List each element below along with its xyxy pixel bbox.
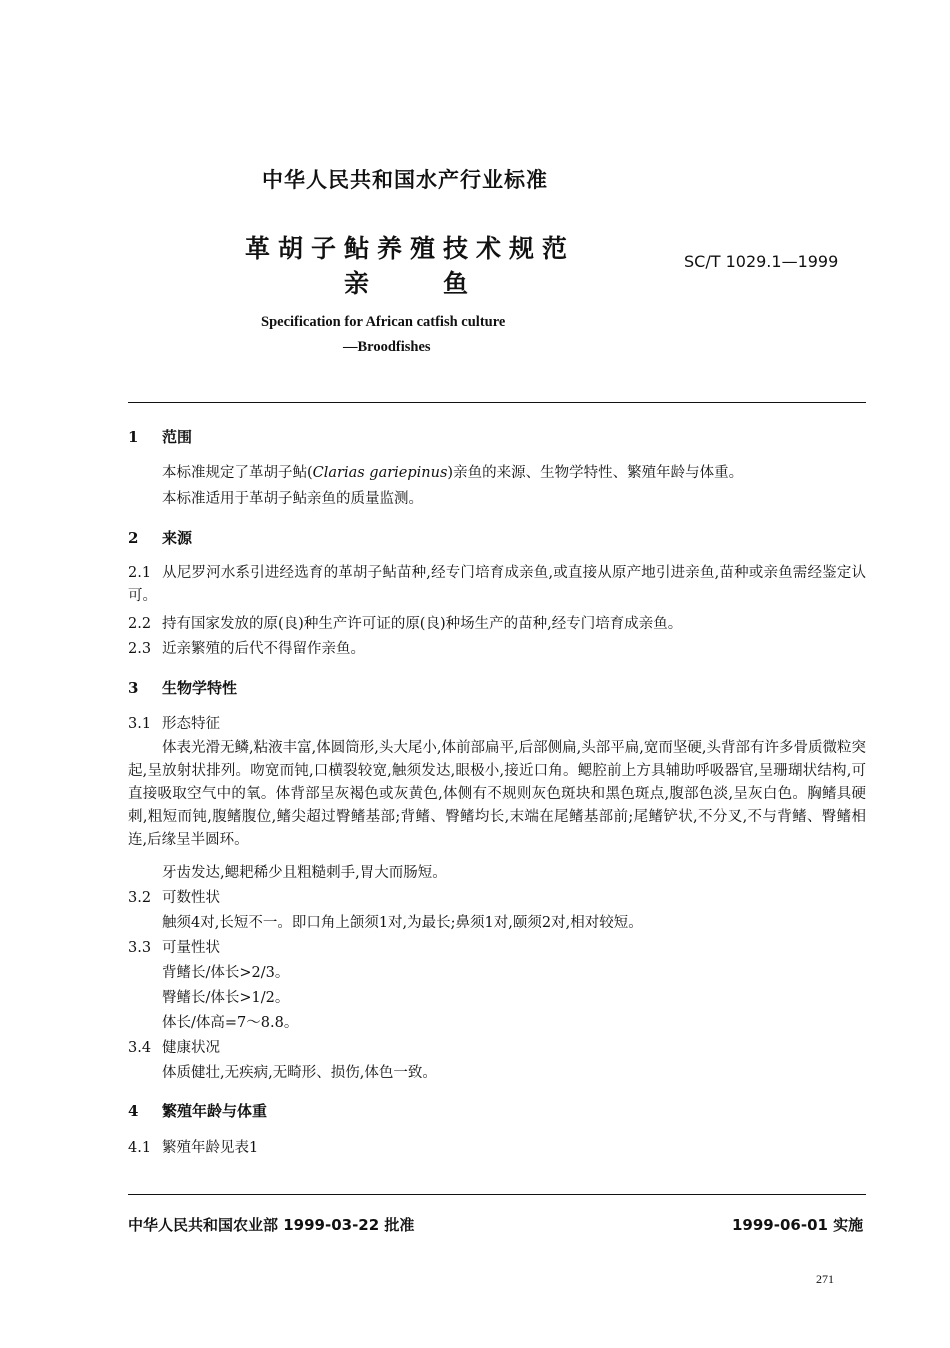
section-1-heading	[128, 426, 192, 447]
ratio-dorsal: 背鳍长/体长>2/3。	[162, 965, 290, 981]
clause-number: 4.1	[128, 1140, 152, 1156]
section-4-heading	[128, 1100, 267, 1121]
issuing-org: 中华人民共和国水产行业标准	[262, 168, 548, 192]
morphology-paragraph	[128, 737, 866, 852]
section-number: 4	[128, 1102, 139, 1120]
clause-title: 可量性状	[162, 940, 220, 956]
clause-3-2-heading	[128, 886, 220, 907]
clause-title: 健康状况	[162, 1040, 220, 1056]
section-title: 范围	[162, 428, 193, 446]
clause-number: 3.4	[128, 1040, 152, 1056]
doc-title: 革胡子鲇养殖技术规范	[245, 234, 576, 263]
clause-3-3-heading	[128, 936, 220, 957]
section-title: 来源	[162, 529, 193, 547]
health-text: 体质健壮,无疾病,无畸形、损伤,体色一致。	[162, 1065, 437, 1081]
ratio-anal: 臀鳍长/体长>1/2。	[162, 990, 290, 1006]
clause-4-1	[128, 1136, 258, 1157]
section-number: 1	[128, 428, 139, 446]
clause-number: 3.3	[128, 940, 152, 956]
species-latin-name: Clarias gariepinus	[312, 465, 448, 481]
clause-text: 持有国家发放的原(良)种生产许可证的原(良)种场生产的苗种,经专门培育成亲鱼。	[162, 616, 683, 632]
clause-2-3	[128, 637, 365, 658]
section-number: 3	[128, 679, 139, 697]
doc-subtitle: 亲 鱼	[344, 269, 477, 298]
teeth-paragraph: 牙齿发达,鳃耙稀少且粗糙刺手,胃大而肠短。	[162, 865, 447, 881]
clause-text: 从尼罗河水系引进经选育的革胡子鲇苗种,经专门培育成亲鱼,或直接从原产地引进亲鱼,苗种或亲鱼需经鉴定认可。	[128, 565, 866, 604]
clause-number: 3.2	[128, 890, 152, 906]
ratio-body: 体长/体高=7～8.8。	[162, 1015, 299, 1031]
clause-number: 3.1	[128, 716, 152, 732]
text-run: )亲鱼的来源、生物学特性、繁殖年龄与体重。	[447, 465, 744, 481]
clause-2-2	[128, 612, 682, 633]
clause-3-4-heading	[128, 1036, 220, 1057]
top-rule	[128, 402, 866, 403]
clause-number: 2.1	[128, 565, 152, 581]
scope-paragraph-1	[162, 461, 743, 482]
section-3-heading	[128, 677, 237, 698]
effective-date: 1999-06-01 实施	[732, 1216, 864, 1234]
standard-code: SC/T 1029.1—1999	[684, 252, 839, 271]
bottom-rule	[128, 1194, 866, 1195]
clause-number: 2.3	[128, 641, 152, 657]
english-subtitle: —Broodfishes	[343, 339, 431, 355]
page-number: 271	[816, 1272, 834, 1286]
approval-line: 中华人民共和国农业部 1999-03-22 批准	[128, 1216, 415, 1234]
section-2-heading	[128, 527, 192, 548]
clause-title: 形态特征	[162, 716, 220, 732]
scope-paragraph-2: 本标准适用于革胡子鲇亲鱼的质量监测。	[162, 491, 423, 507]
section-number: 2	[128, 529, 139, 547]
clause-2-1	[128, 562, 866, 608]
english-title: Specification for African catfish culture	[261, 314, 506, 330]
clause-3-1-heading	[128, 712, 220, 733]
section-title: 生物学特性	[162, 679, 238, 697]
text-run: 本标准规定了革胡子鲇(	[162, 465, 313, 481]
clause-text: 近亲繁殖的后代不得留作亲鱼。	[162, 641, 365, 657]
paragraph-text: 体表光滑无鳞,粘液丰富,体圆筒形,头大尾小,体前部扁平,后部侧扁,头部平扁,宽而坚硬,头背部有许多骨质微粒突起,呈放射状排列。吻宽而钝,口横裂较宽,触须发达,眼极小,接近口角。鳃腔前上方具辅助呼吸器官,呈珊瑚状结构,可直接吸取空气中的氧。体背部呈灰褐色或灰黄色,体侧有不规则灰色斑块和黑色斑点,腹部色淡,呈灰白色。胸鳍具硬刺,粗短而钝,腹鳍腹位,鳍尖超过臀鳍基部;背鳍、臀鳍均长,末端在尾鳍基部前;尾鳍铲状,不分叉,不与背鳍、臀鳍相连,后缘呈半圆环。	[128, 740, 866, 848]
countable-traits-text: 触须4对,长短不一。即口角上颌须1对,为最长;鼻须1对,颐须2对,相对较短。	[162, 915, 643, 931]
clause-title: 可数性状	[162, 890, 220, 906]
clause-number: 2.2	[128, 616, 152, 632]
section-title: 繁殖年龄与体重	[162, 1102, 268, 1120]
clause-text: 繁殖年龄见表1	[162, 1140, 259, 1156]
